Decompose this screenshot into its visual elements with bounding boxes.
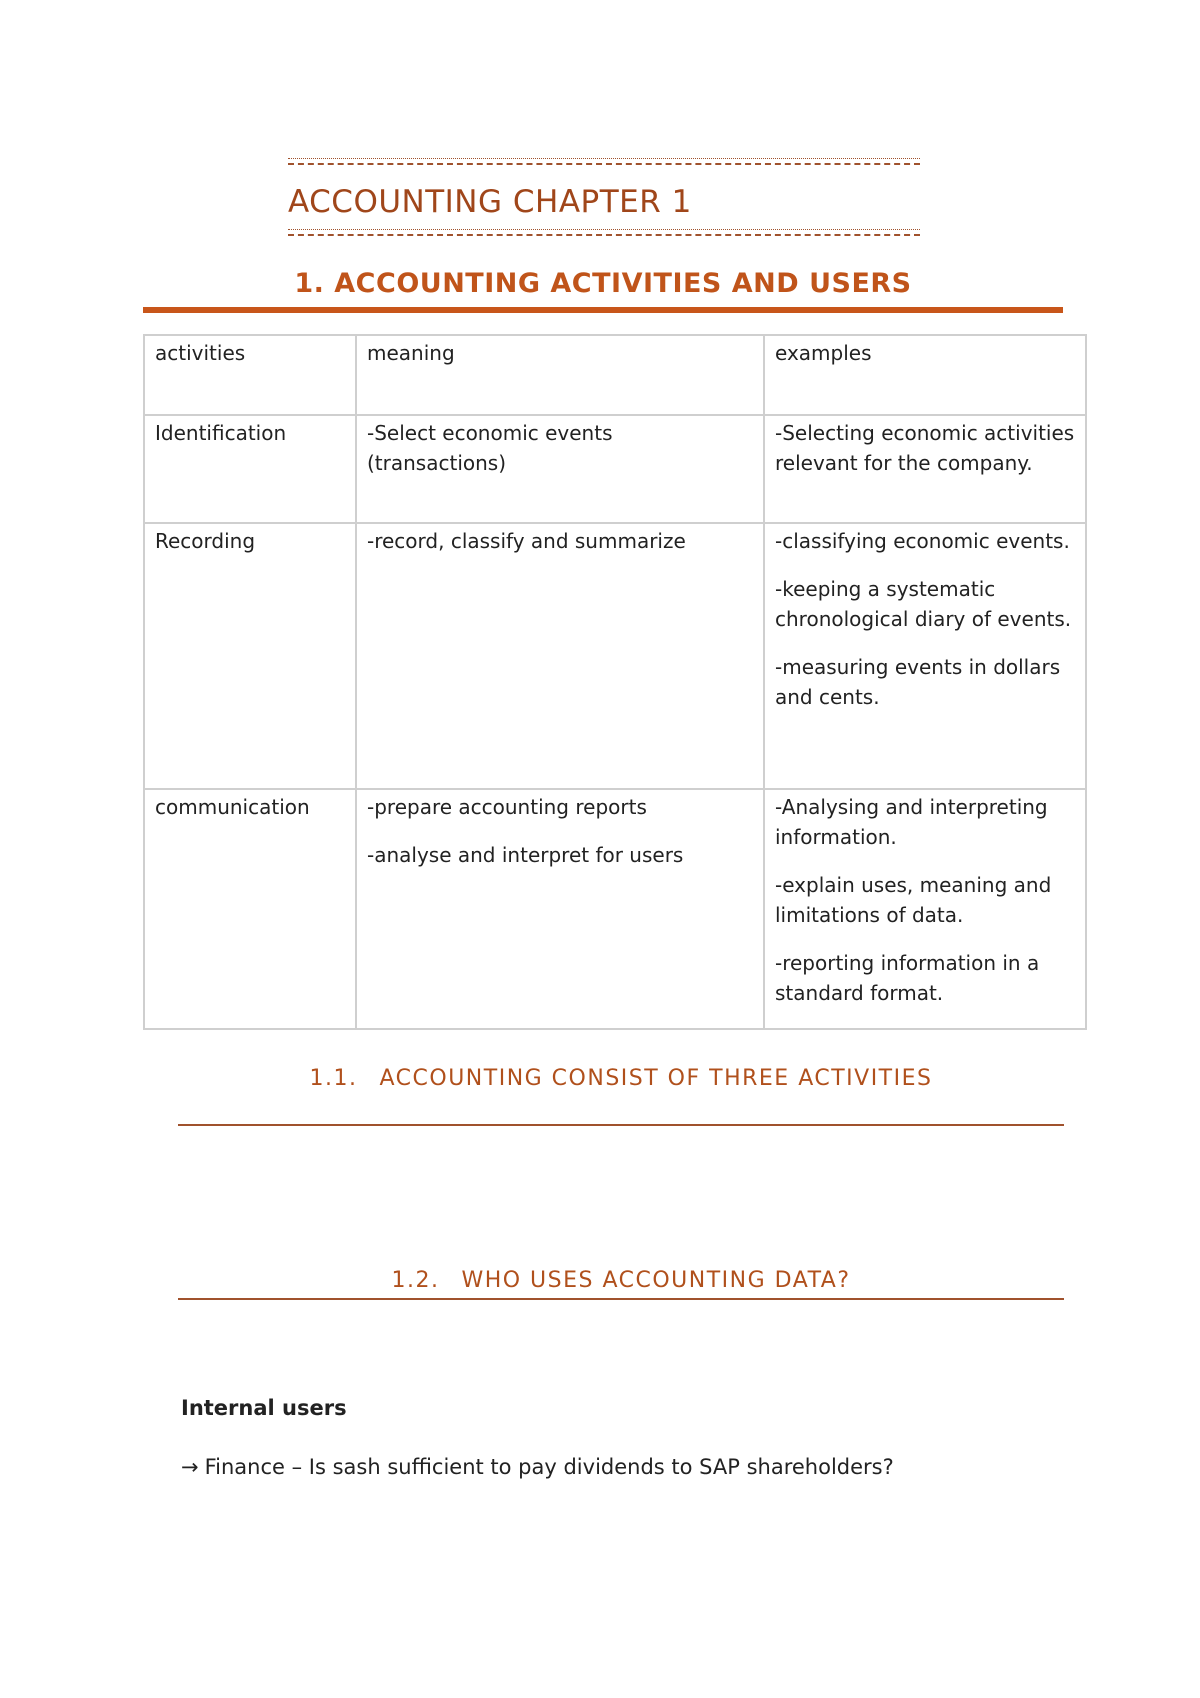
activities-table xyxy=(143,334,1087,1030)
heading-accounting-activities: 1. ACCOUNTING ACTIVITIES AND USERS xyxy=(294,268,912,299)
section-title: WHO USES ACCOUNTING DATA? xyxy=(461,1268,851,1293)
example-text: -Analysing and interpreting information. xyxy=(775,795,1048,849)
example-text: -measuring events in dollars and cents. xyxy=(775,655,1061,709)
section-rule xyxy=(178,1298,1064,1300)
heading-rule xyxy=(143,307,1063,313)
examples-cell xyxy=(764,523,1086,789)
meaning-text: -analyse and interpret for users xyxy=(367,843,684,867)
meaning-cell xyxy=(356,789,764,1029)
activity-cell: Identification xyxy=(144,415,356,523)
meaning-cell xyxy=(356,523,764,789)
example-text: -Selecting economic activities relevant for the company. xyxy=(775,421,1075,475)
example-text: -reporting information in a standard format. xyxy=(775,951,1040,1005)
meaning-text: -Select economic events (transactions) xyxy=(367,421,613,475)
list-item xyxy=(181,1455,894,1479)
activity-cell: communication xyxy=(144,789,356,1029)
title-rule-top xyxy=(288,158,920,165)
table-row xyxy=(144,523,1086,789)
bullet-text: Finance – Is sash sufficient to pay dividends to SAP shareholders? xyxy=(204,1455,894,1479)
example-text: -keeping a systematic chronological diary of events. xyxy=(775,577,1072,631)
header-cell-activities: activities xyxy=(144,335,356,415)
table-row xyxy=(144,789,1086,1029)
internal-users-label: Internal users xyxy=(181,1396,347,1420)
heading-section-1-1 xyxy=(178,1066,1064,1091)
table-row xyxy=(144,415,1086,523)
table-header-row xyxy=(144,335,1086,415)
examples-cell xyxy=(764,415,1086,523)
page-title: ACCOUNTING CHAPTER 1 xyxy=(288,184,692,220)
example-text: -classifying economic events. xyxy=(775,529,1070,553)
section-number: 1.2. xyxy=(391,1268,440,1293)
section-title: ACCOUNTING CONSIST OF THREE ACTIVITIES xyxy=(379,1066,933,1091)
header-cell-examples: examples xyxy=(764,335,1086,415)
section-rule xyxy=(178,1124,1064,1126)
title-block xyxy=(288,158,920,236)
meaning-text: -record, classify and summarize xyxy=(367,529,686,553)
example-text: -explain uses, meaning and limitations of data. xyxy=(775,873,1052,927)
activity-cell: Recording xyxy=(144,523,356,789)
examples-cell xyxy=(764,789,1086,1029)
meaning-text: -prepare accounting reports xyxy=(367,795,647,819)
title-rule-bottom xyxy=(288,229,920,236)
section-number: 1.1. xyxy=(309,1066,358,1091)
header-cell-meaning: meaning xyxy=(356,335,764,415)
arrow-right-icon: → xyxy=(181,1455,199,1479)
meaning-cell xyxy=(356,415,764,523)
heading-section-1-2 xyxy=(178,1268,1064,1293)
